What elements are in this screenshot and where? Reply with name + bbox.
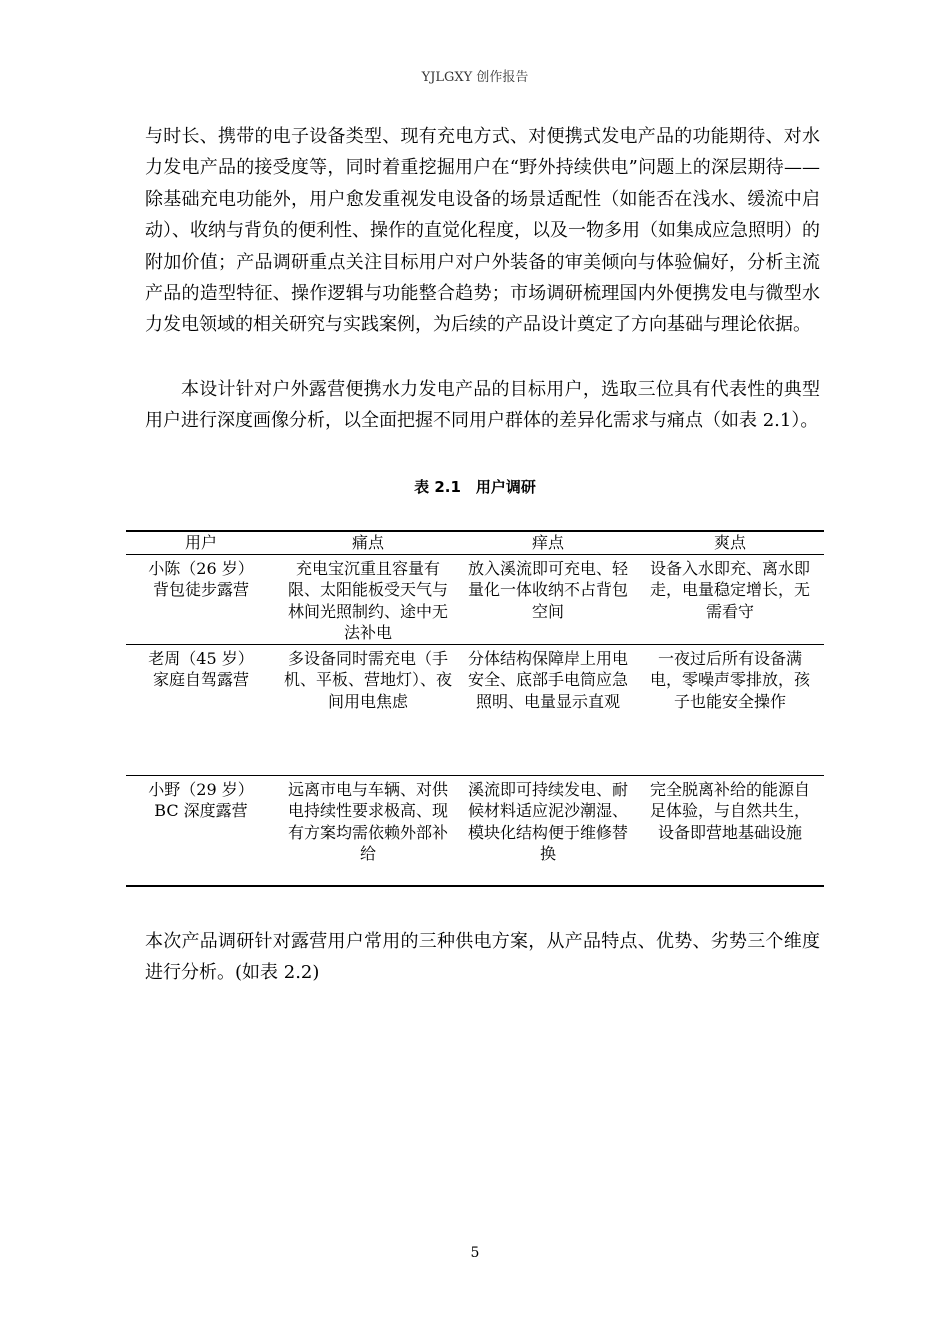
user-cell: [126, 554, 276, 644]
body-paragraph-3: 本次产品调研针对露营用户常用的三种供电方案，从产品特点、优势、劣势三个维度进行分析。(如表 2.2): [145, 931, 820, 984]
header-user: 用户: [126, 531, 276, 554]
table-row: [126, 644, 824, 775]
delight-cell: 一夜过后所有设备满电，零噪声零排放，孩子也能安全操作: [636, 644, 824, 775]
user-cell: [126, 644, 276, 775]
table-row: [126, 775, 824, 886]
pain-cell: 充电宝沉重且容量有限、太阳能板受天气与林间光照制约、途中无法补电: [276, 554, 460, 644]
header-pain: 痛点: [276, 531, 460, 554]
header-itch: 痒点: [460, 531, 636, 554]
user-type: 家庭自驾露营: [152, 670, 249, 689]
table-row: [126, 554, 824, 644]
body-paragraph-2: 本设计针对户外露营便携水力发电产品的目标用户，选取三位具有代表性的典型用户进行深度画像分析，以全面把握不同用户群体的差异化需求与痛点（如表 2.1）。: [145, 379, 820, 432]
user-type: BC 深度露营: [154, 801, 248, 820]
table-header-row: [126, 531, 824, 554]
user-name: 老周（45 岁）: [148, 648, 254, 668]
delight-cell: 设备入水即充、离水即走，电量稳定增长，无需看守: [636, 554, 824, 644]
user-name: 小野（29 岁）: [148, 779, 254, 799]
pain-cell: 远离市电与车辆、对供电持续性要求极高、现有方案均需依赖外部补给: [276, 775, 460, 886]
body-paragraph-1: 与时长、携带的电子设备类型、现有充电方式、对便携式发电产品的功能期待、对水力发电产品的接受度等，同时着重挖掘用户在“野外持续供电”问题上的深层期待——除基础充电功能外，用户愈发重视发电设备的场景适配性（如能否在浅水、缓流中启动）、收纳与背负的便利性、操作的直觉化程度，以及一物多用（如集成应急照明）的附加价值；产品调研重点关注目标用户对户外装备的审美倾向与体验偏好，分析主流产品的造型特征、操作逻辑与功能整合趋势；市场调研梳理国内外便携发电与微型水力发电领域的相关研究与实践案例，为后续的产品设计奠定了方向基础与理论依据。: [145, 126, 820, 336]
user-name: 小陈（26 岁）: [148, 558, 254, 578]
pain-cell: 多设备同时需充电（手机、平板、营地灯）、夜间用电焦虑: [276, 644, 460, 775]
itch-cell: 溪流即可持续发电、耐候材料适应泥沙潮湿、模块化结构便于维修替换: [460, 775, 636, 886]
table-caption: 表 2.1 用户调研: [414, 478, 536, 496]
user-type: 背包徒步露营: [152, 580, 249, 599]
page-number: 5: [470, 1245, 480, 1261]
user-research-table: [126, 530, 824, 887]
delight-cell: 完全脱离补给的能源自足体验，与自然共生，设备即营地基础设施: [636, 775, 824, 886]
itch-cell: 放入溪流即可充电、轻量化一体收纳不占背包空间: [460, 554, 636, 644]
page-header: YJLGXY 创作报告: [421, 70, 529, 85]
header-delight: 爽点: [636, 531, 824, 554]
itch-cell: 分体结构保障岸上用电安全、底部手电筒应急照明、电量显示直观: [460, 644, 636, 775]
user-cell: [126, 775, 276, 886]
